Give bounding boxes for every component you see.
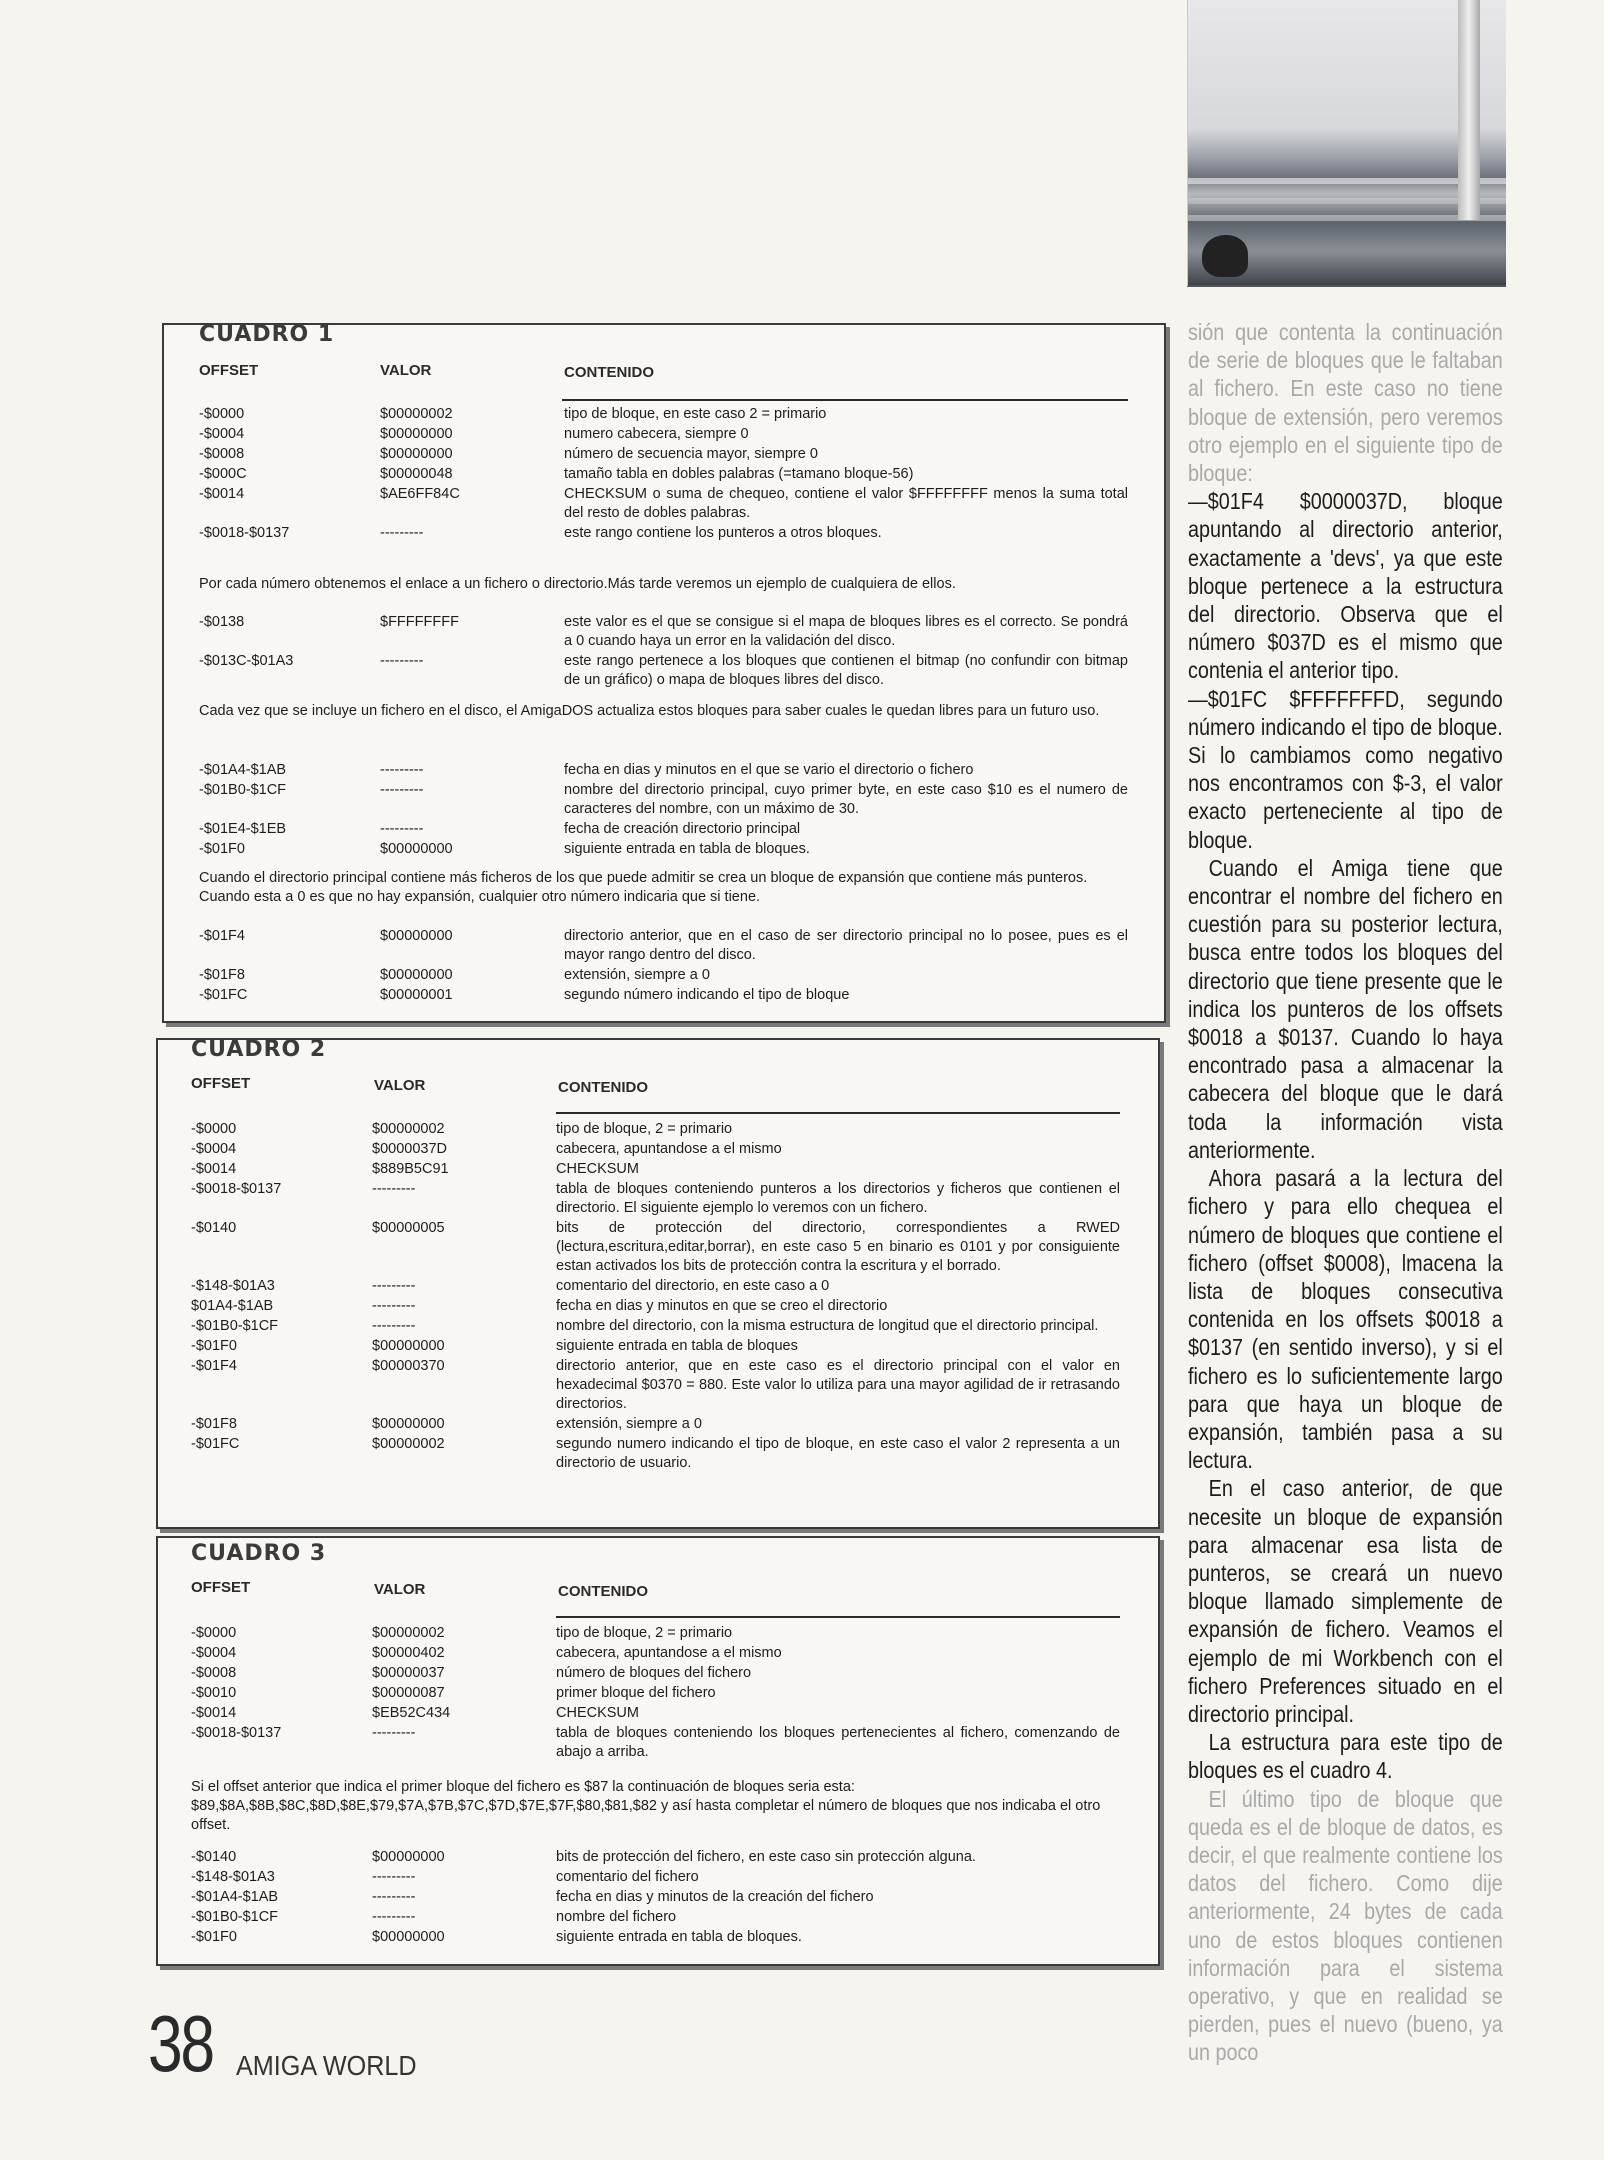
contenido-cell: segundo numero indicando el tipo de bloque, en este caso el valor 2 representa a un directorio de usuario. bbox=[556, 1436, 1120, 1471]
contenido-cell: siguiente entrada en tabla de bloques. bbox=[556, 1929, 802, 1945]
offset-cell: -$01A4-$1AB bbox=[191, 1889, 279, 1905]
table-row bbox=[191, 1868, 1120, 1887]
offset-cell: -$0140 bbox=[191, 1849, 237, 1865]
valor-cell: $00000087 bbox=[372, 1685, 445, 1701]
valor-cell: --------- bbox=[372, 1181, 416, 1197]
table-row bbox=[191, 1848, 1120, 1867]
table-row bbox=[191, 1140, 1120, 1159]
col-valor: VALOR bbox=[374, 1581, 426, 1598]
sidebar-paragraph: Ahora pasará a la lectura del fichero y para ello chequea el número de bloques que contiene el fichero (offset $0008), lmacena la lista de bloques consecutiva contenida en los offsets $0018 a $0137 (en sentido inverso), y si el fichero es lo suficientemente largo para que haya un bloque de expansión, también pasa a su lectura. bbox=[1188, 1165, 1503, 1474]
offset-cell: -$0140 bbox=[191, 1220, 237, 1236]
offset-cell: -$148-$01A3 bbox=[191, 1278, 275, 1294]
table-row bbox=[191, 1277, 1120, 1296]
sidebar-paragraph: sión que contenta la continuación de serie de bloques que le faltaban al fichero. En este caso no tiene bloque de extensión, pero veremos otro ejemplo en el siguiente tipo de bloque: bbox=[1188, 319, 1503, 487]
offset-cell: -$0004 bbox=[191, 1141, 237, 1157]
valor-cell: $00000002 bbox=[372, 1625, 445, 1641]
photo-rock bbox=[1202, 235, 1248, 277]
table-row bbox=[199, 986, 1128, 1005]
contenido-cell: segundo número indicando el tipo de bloque bbox=[564, 987, 850, 1003]
valor-cell: $00000000 bbox=[372, 1849, 445, 1865]
offset-cell: -$0014 bbox=[191, 1705, 237, 1721]
offset-cell: -$0014 bbox=[191, 1161, 237, 1177]
valor-cell: $00000002 bbox=[372, 1121, 445, 1137]
valor-cell: --------- bbox=[372, 1889, 416, 1905]
col-valor: VALOR bbox=[374, 1077, 426, 1094]
contenido-cell: CHECKSUM bbox=[556, 1705, 639, 1721]
table-row bbox=[199, 425, 1128, 444]
contenido-cell: CHECKSUM bbox=[556, 1161, 639, 1177]
offset-cell: -$0008 bbox=[199, 446, 245, 462]
valor-cell: $00000370 bbox=[372, 1358, 445, 1374]
offset-cell: -$01FC bbox=[191, 1436, 240, 1452]
valor-cell: $00000005 bbox=[372, 1220, 445, 1236]
valor-cell: $00000000 bbox=[380, 426, 453, 442]
offset-cell: -$0010 bbox=[191, 1685, 237, 1701]
offset-cell: -$0018-$0137 bbox=[191, 1725, 282, 1741]
valor-cell: $00000000 bbox=[380, 446, 453, 462]
table-row bbox=[191, 1120, 1120, 1139]
table-row bbox=[199, 485, 1128, 523]
offset-cell: -$01B0-$1CF bbox=[191, 1318, 279, 1334]
table-row bbox=[191, 1664, 1120, 1683]
table-row bbox=[191, 1888, 1120, 1907]
col-contenido: CONTENIDO bbox=[564, 364, 654, 381]
contenido-cell: este valor es el que se consigue si el mapa de bloques libres es el correcto. Se pondrá a 0 cuando haya un error en la validación del disco. bbox=[564, 614, 1128, 649]
contenido-cell: extensión, siempre a 0 bbox=[556, 1416, 702, 1432]
table-row bbox=[199, 405, 1128, 424]
contenido-cell: nombre del fichero bbox=[556, 1909, 677, 1925]
col-contenido: CONTENIDO bbox=[558, 1079, 648, 1096]
valor-cell: $00000001 bbox=[380, 987, 453, 1003]
table-row bbox=[191, 1724, 1120, 1762]
table-row bbox=[191, 1219, 1120, 1276]
contenido-cell: nombre del directorio principal, cuyo primer byte, en este caso $10 es el numero de caracteres del nombre, con un máximo de 30. bbox=[564, 782, 1128, 817]
offset-cell: -$0000 bbox=[199, 406, 245, 422]
offset-cell: -$01F4 bbox=[199, 928, 245, 944]
table-row bbox=[199, 761, 1128, 780]
offset-cell: -$01F0 bbox=[191, 1338, 237, 1354]
offset-cell: -$01E4-$1EB bbox=[199, 821, 287, 837]
contenido-cell: tipo de bloque, 2 = primario bbox=[556, 1625, 733, 1641]
contenido-cell: cabecera, apuntandose a el mismo bbox=[556, 1645, 782, 1661]
valor-cell: $00000048 bbox=[380, 466, 453, 482]
valor-cell: $889B5C91 bbox=[372, 1161, 449, 1177]
contenido-cell: comentario del fichero bbox=[556, 1869, 699, 1885]
col-valor: VALOR bbox=[380, 362, 432, 379]
cuadro-1-note-2: Cada vez que se incluye un fichero en el disco, el AmigaDOS actualiza estos bloques para saber cuales le quedan libres para un futuro uso. bbox=[199, 703, 1100, 719]
valor-cell: --------- bbox=[372, 1298, 416, 1314]
offset-cell: -$0000 bbox=[191, 1625, 237, 1641]
valor-cell: --------- bbox=[380, 653, 424, 669]
header-rule bbox=[556, 1112, 1120, 1114]
col-offset: OFFSET bbox=[191, 1579, 251, 1596]
sidebar-paragraph: Cuando el Amiga tiene que encontrar el nombre del fichero en cuestión para su posterior lectura, busca entre todos los bloques del directorio que tiene presente que le indica los punteros de los offsets $0018 a $0137. Cuando lo haya encontrado pasa a almacenar la cabecera del bloque que le dará toda la información vista anteriormente. bbox=[1188, 854, 1503, 1163]
valor-cell: $00000037 bbox=[372, 1665, 445, 1681]
contenido-cell: número de secuencia mayor, siempre 0 bbox=[564, 446, 818, 462]
contenido-cell: directorio anterior, que en el caso de ser directorio principal no lo posee, pues es el mayor rango dentro del disco. bbox=[564, 928, 1128, 963]
table-row bbox=[191, 1297, 1120, 1316]
valor-cell: $00000000 bbox=[372, 1338, 445, 1354]
offset-cell: -$01B0-$1CF bbox=[199, 782, 287, 798]
cuadro-1-title: CUADRO 1 bbox=[199, 322, 335, 347]
valor-cell: $00000000 bbox=[380, 841, 453, 857]
valor-cell: $00000002 bbox=[372, 1436, 445, 1452]
sidebar-paragraph: El último tipo de bloque que queda es el de bloque de datos, es decir, el que realmente contiene los datos del fichero. Como dije anteriormente, 24 bytes de cada uno de estos bloques contienen información para el sistema operativo, y que en realidad se pierden, pues el nuevo (bueno, ya un poco bbox=[1188, 1785, 1503, 2066]
table-row bbox=[191, 1160, 1120, 1179]
sidebar-paragraph: —$01F4 $0000037D, bloque apuntando al directorio anterior, exactamente a 'devs', ya que este bloque pertenece a la estructura del directorio. Observa que el número $037D es el mismo que contenia el anterior tipo. bbox=[1188, 488, 1503, 684]
table-row bbox=[199, 840, 1128, 859]
table-row bbox=[199, 524, 1128, 543]
sidebar-paragraph: La estructura para este tipo de bloques es el cuadro 4. bbox=[1188, 1729, 1503, 1784]
article-photo bbox=[1187, 0, 1506, 287]
contenido-cell: tipo de bloque, en este caso 2 = primario bbox=[564, 406, 827, 422]
table-row bbox=[191, 1317, 1120, 1336]
col-contenido: CONTENIDO bbox=[558, 1583, 648, 1600]
contenido-cell: nombre del directorio, con la misma estructura de longitud que el directorio principal. bbox=[556, 1318, 1099, 1334]
col-offset: OFFSET bbox=[199, 362, 259, 379]
table-row bbox=[191, 1357, 1120, 1414]
offset-cell: -$0004 bbox=[191, 1645, 237, 1661]
valor-cell: --------- bbox=[372, 1725, 416, 1741]
offset-cell: -$148-$01A3 bbox=[191, 1869, 275, 1885]
valor-cell: --------- bbox=[372, 1318, 416, 1334]
table-row bbox=[191, 1928, 1120, 1947]
contenido-cell: bits de protección del directorio, correspondientes a RWED (lectura,escritura,editar,borrar), en este caso 5 en binario es 0101 y por consiguiente estan activados los bits de protección contra la escritura y el borrado. bbox=[556, 1220, 1120, 1274]
offset-cell: -$01B0-$1CF bbox=[191, 1909, 279, 1925]
offset-cell: -$0018-$0137 bbox=[199, 525, 290, 541]
valor-cell: --------- bbox=[380, 525, 424, 541]
offset-cell: -$0008 bbox=[191, 1665, 237, 1681]
offset-cell: -$01A4-$1AB bbox=[199, 762, 287, 778]
contenido-cell: este rango contiene los punteros a otros bloques. bbox=[564, 525, 882, 541]
offset-cell: -$0018-$0137 bbox=[191, 1181, 282, 1197]
offset-cell: -$000C bbox=[199, 466, 247, 482]
col-offset: OFFSET bbox=[191, 1075, 251, 1092]
valor-cell: $00000000 bbox=[372, 1929, 445, 1945]
table-row bbox=[199, 781, 1128, 819]
contenido-cell: siguiente entrada en tabla de bloques bbox=[556, 1338, 798, 1354]
magazine-name: AMIGA WORLD bbox=[236, 2050, 417, 2081]
offset-cell: -$01F8 bbox=[191, 1416, 237, 1432]
page-number: 38 bbox=[148, 1999, 213, 2088]
table-row bbox=[191, 1337, 1120, 1356]
valor-cell: --------- bbox=[380, 762, 424, 778]
header-rule bbox=[556, 1616, 1120, 1618]
contenido-cell: número de bloques del fichero bbox=[556, 1665, 752, 1681]
table-row bbox=[191, 1644, 1120, 1663]
valor-cell: $00000402 bbox=[372, 1645, 445, 1661]
contenido-cell: tabla de bloques conteniendo los bloques pertenecientes al fichero, comenzando de abajo a arriba. bbox=[556, 1725, 1120, 1760]
offset-cell: -$0000 bbox=[191, 1121, 237, 1137]
table-row bbox=[199, 820, 1128, 839]
cuadro-1-note-3: Cuando el directorio principal contiene más ficheros de los que puede admitir se crea un bloque de expansión que contiene más punteros. Cuando esta a 0 es que no hay expansión, cualquier otro número indicaria que si tiene. bbox=[199, 870, 1088, 905]
contenido-cell: comentario del directorio, en este caso a 0 bbox=[556, 1278, 830, 1294]
table-row bbox=[199, 652, 1128, 690]
table-row bbox=[191, 1704, 1120, 1723]
contenido-cell: fecha de creación directorio principal bbox=[564, 821, 801, 837]
table-row bbox=[191, 1624, 1120, 1643]
contenido-cell: extensión, siempre a 0 bbox=[564, 967, 710, 983]
contenido-cell: tamaño tabla en dobles palabras (=tamano bloque-56) bbox=[564, 466, 914, 482]
cuadro-1-table bbox=[162, 323, 1166, 1023]
valor-cell: $00000000 bbox=[380, 928, 453, 944]
contenido-cell: primer bloque del fichero bbox=[556, 1685, 716, 1701]
contenido-cell: tabla de bloques conteniendo punteros a los directorios y ficheros que contienen el directorio. El siguiente ejemplo lo veremos con un fichero. bbox=[556, 1181, 1120, 1216]
sidebar-paragraph: —$01FC $FFFFFFFD, segundo número indicando el tipo de bloque. Si lo cambiamos como negativo nos encontramos con $-3, el valor exacto perteneciente al tipo de bloque. bbox=[1188, 685, 1503, 853]
cuadro-3-title: CUADRO 3 bbox=[191, 1541, 327, 1566]
valor-cell: $00000002 bbox=[380, 406, 453, 422]
valor-cell: $0000037D bbox=[372, 1141, 447, 1157]
sidebar-article-text bbox=[1188, 318, 1503, 2067]
offset-cell: -$01F4 bbox=[191, 1358, 237, 1374]
offset-cell: $01A4-$1AB bbox=[191, 1298, 274, 1314]
contenido-cell: cabecera, apuntandose a el mismo bbox=[556, 1141, 782, 1157]
offset-cell: -$01F0 bbox=[191, 1929, 237, 1945]
cuadro-3-table bbox=[156, 1536, 1160, 1966]
contenido-cell: este rango pertenece a los bloques que contienen el bitmap (no confundir con bitmap de un gráfico) o mapa de bloques libres del disco. bbox=[564, 653, 1128, 688]
valor-cell: $EB52C434 bbox=[372, 1705, 451, 1721]
offset-cell: -$013C-$01A3 bbox=[199, 653, 294, 669]
valor-cell: $00000000 bbox=[372, 1416, 445, 1432]
table-row bbox=[199, 966, 1128, 985]
contenido-cell: siguiente entrada en tabla de bloques. bbox=[564, 841, 810, 857]
table-row bbox=[199, 927, 1128, 965]
header-rule bbox=[562, 399, 1128, 401]
offset-cell: -$01FC bbox=[199, 987, 248, 1003]
cuadro-2-table bbox=[156, 1038, 1160, 1529]
valor-cell: --------- bbox=[380, 782, 424, 798]
cuadro-1-note-1: Por cada número obtenemos el enlace a un fichero o directorio.Más tarde veremos un ejemplo de cualquiera de ellos. bbox=[199, 576, 956, 592]
table-row bbox=[191, 1908, 1120, 1927]
valor-cell: --------- bbox=[380, 821, 424, 837]
table-row bbox=[199, 465, 1128, 484]
table-row bbox=[191, 1180, 1120, 1218]
offset-cell: -$01F8 bbox=[199, 967, 245, 983]
valor-cell: --------- bbox=[372, 1909, 416, 1925]
table-row bbox=[199, 613, 1128, 651]
valor-cell: $AE6FF84C bbox=[380, 486, 460, 502]
valor-cell: --------- bbox=[372, 1278, 416, 1294]
offset-cell: -$0138 bbox=[199, 614, 245, 630]
contenido-cell: bits de protección del fichero, en este caso sin protección alguna. bbox=[556, 1849, 976, 1865]
contenido-cell: fecha en dias y minutos de la creación del fichero bbox=[556, 1889, 874, 1905]
table-row bbox=[191, 1415, 1120, 1434]
offset-cell: -$01F0 bbox=[199, 841, 245, 857]
valor-cell: $00000000 bbox=[380, 967, 453, 983]
contenido-cell: fecha en dias y minutos en el que se vario el directorio o fichero bbox=[564, 762, 974, 778]
contenido-cell: fecha en dias y minutos en que se creo el directorio bbox=[556, 1298, 888, 1314]
valor-cell: $FFFFFFFF bbox=[380, 614, 459, 630]
contenido-cell: CHECKSUM o suma de chequeo, contiene el valor $FFFFFFFF menos la suma total del resto de dobles palabras. bbox=[564, 486, 1128, 521]
contenido-cell: directorio anterior, que en este caso es el directorio principal con el valor en hexadecimal $0370 = 880. Este valor lo utiliza para una mayor agilidad de ir retrasando directorios. bbox=[556, 1358, 1120, 1412]
offset-cell: -$0004 bbox=[199, 426, 245, 442]
cuadro-2-title: CUADRO 2 bbox=[191, 1037, 327, 1062]
contenido-cell: tipo de bloque, 2 = primario bbox=[556, 1121, 733, 1137]
cuadro-3-note: Si el offset anterior que indica el primer bloque del fichero es $87 la continuación de bloques seria esta: $89,$8A,$8B,$8C,$8D,$8E,$79,$7A,$7B,$7C,$7D,$7E,$7F,$80,$81,$82 y así hasta completar el número de bloques que nos indicaba el otro offset. bbox=[191, 1779, 1101, 1833]
offset-cell: -$0014 bbox=[199, 486, 245, 502]
contenido-cell: numero cabecera, siempre 0 bbox=[564, 426, 749, 442]
valor-cell: --------- bbox=[372, 1869, 416, 1885]
sidebar-paragraph: En el caso anterior, de que necesite un bloque de expansión para almacenar esa lista de punteros, se creará un nuevo bloque llamado simplemente de expansión de fichero. Veamos el ejemplo de mi Workbench con el fichero Preferences situado en el directorio principal. bbox=[1188, 1475, 1503, 1727]
table-row bbox=[191, 1435, 1120, 1473]
table-row bbox=[199, 445, 1128, 464]
table-row bbox=[191, 1684, 1120, 1703]
photo-pole bbox=[1458, 0, 1480, 220]
